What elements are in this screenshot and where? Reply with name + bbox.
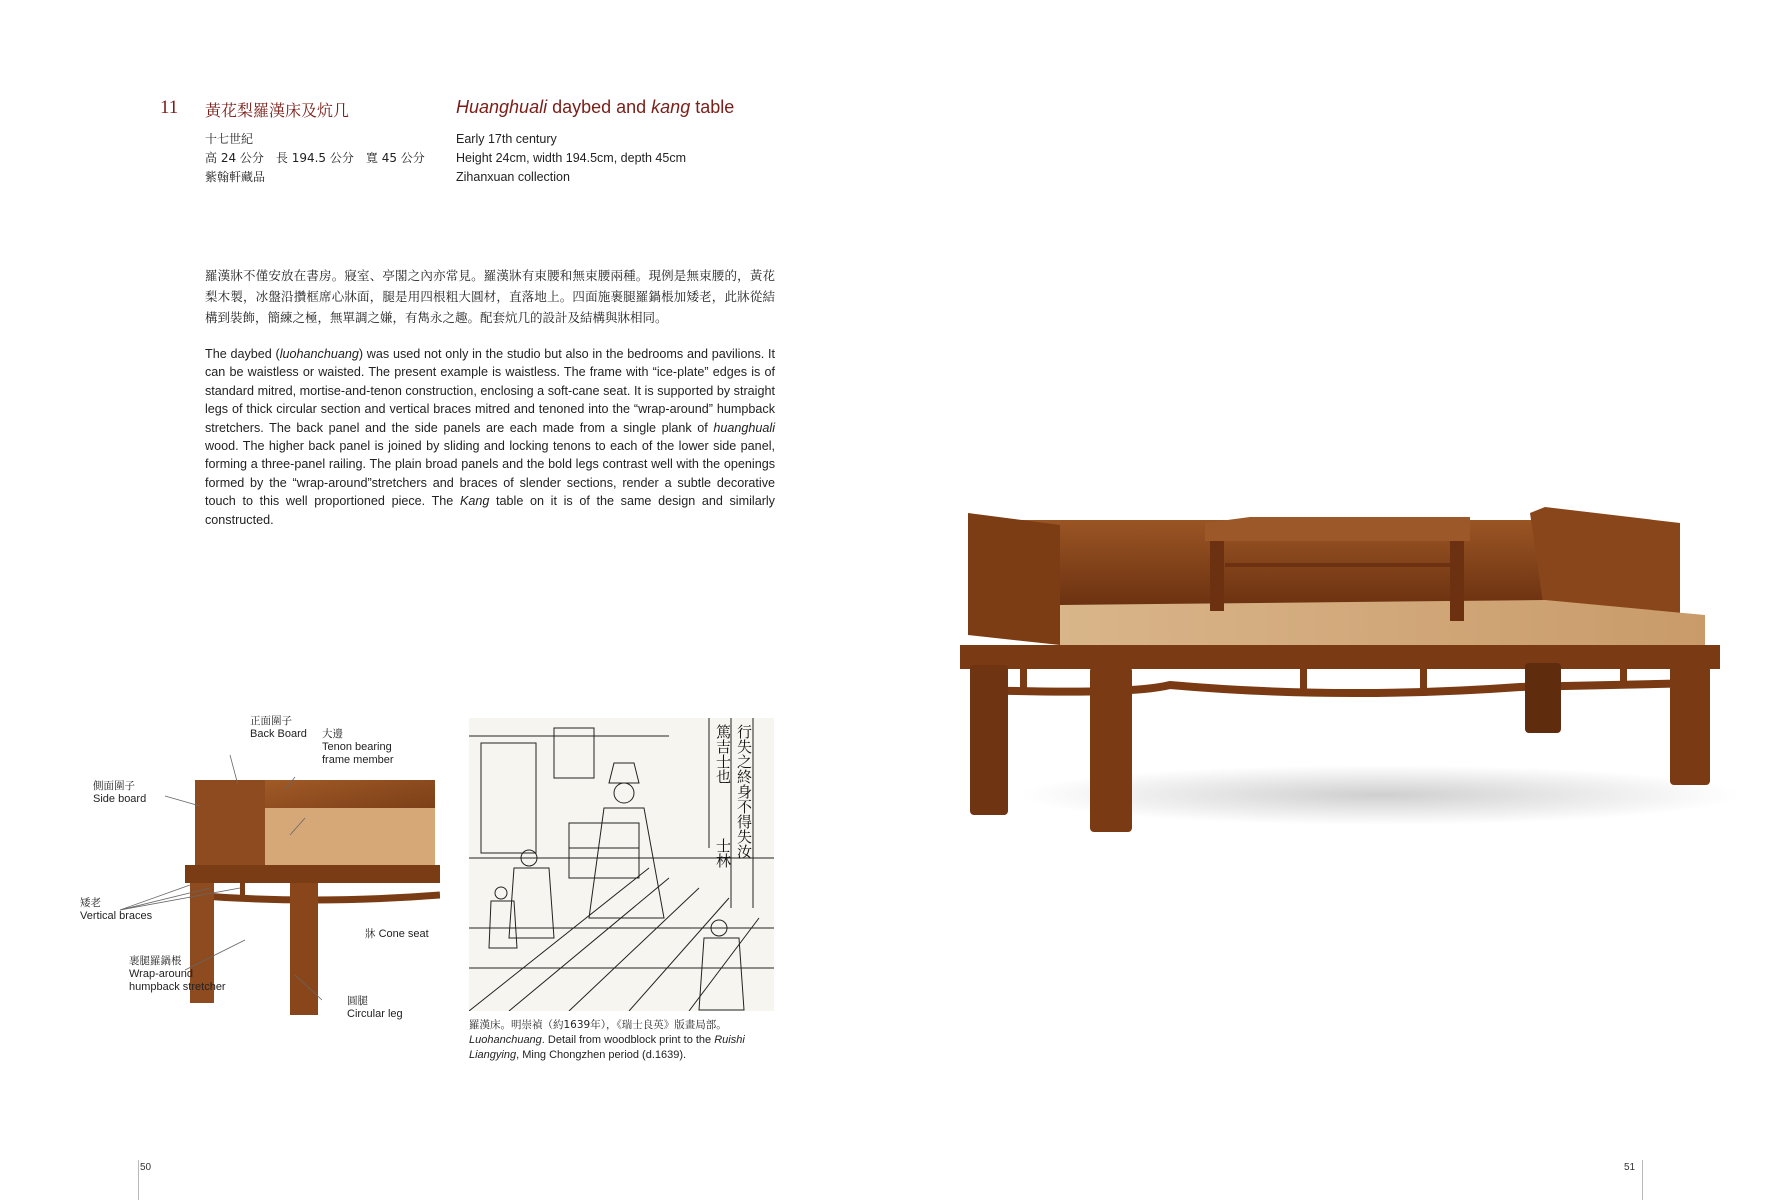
text-run: wood. The higher back panel is joined by sliding and locking tenons to each of the lower side panel, forming a three-panel railing. The plain broad panels and the bold legs contrast well with the openings formed by the “wrap-around”stretchers and braces of slender sections, render a subtle decorative touch to this well proportioned piece. The bbox=[205, 439, 775, 509]
label-cone-seat bbox=[365, 928, 429, 941]
title-mid: daybed and bbox=[547, 97, 652, 117]
metadata-chinese bbox=[205, 130, 425, 187]
meta-zh-dimensions: 高 24 公分 長 194.5 公分 寬 45 公分 bbox=[205, 151, 425, 165]
label-en: Side board bbox=[93, 793, 147, 805]
title-italic: Huanghuali bbox=[456, 97, 548, 117]
caption-run: . Detail from woodblock print to the bbox=[541, 1034, 715, 1046]
text-italic: luohanchuang bbox=[279, 347, 359, 361]
label-zh: 正面圍子 bbox=[250, 715, 292, 727]
text-italic: huanghuali bbox=[713, 420, 775, 435]
page-rule-left bbox=[138, 1160, 139, 1200]
label-en: Tenon bearing bbox=[322, 741, 392, 753]
title-english bbox=[456, 97, 734, 118]
daybed-image bbox=[960, 495, 1740, 840]
meta-zh-date: 十七世紀 bbox=[205, 132, 254, 146]
entry-number: 11 bbox=[160, 97, 179, 118]
label-side-board bbox=[93, 780, 146, 806]
caption-zh: 羅漢床。明崇禎（約1639年），《瑞士良英》版畫局部。 bbox=[469, 1019, 727, 1031]
woodblock-inscription-2: 篤吉士也 bbox=[714, 724, 732, 784]
label-en: Wrap-around bbox=[129, 968, 193, 980]
title-chinese: 黃花梨羅漢床及炕几 bbox=[205, 101, 350, 120]
annotated-daybed-diagram bbox=[60, 700, 440, 1040]
label-en: Cone seat bbox=[378, 928, 429, 940]
text-run: table on it is of the same design and similarly constructed. bbox=[205, 494, 775, 527]
description-english bbox=[205, 345, 775, 529]
caption-run: , Ming Chongzhen period (d.1639). bbox=[516, 1049, 687, 1061]
label-zh: 圓腿 bbox=[347, 995, 368, 1007]
title-end: table bbox=[690, 97, 735, 117]
label-en: humpback stretcher bbox=[129, 981, 226, 993]
meta-zh-collection: 紫翰軒藏品 bbox=[205, 170, 266, 184]
label-zh: 側面圍子 bbox=[93, 780, 135, 792]
page-number-right: 51 bbox=[1624, 1162, 1636, 1173]
page-number-left: 50 bbox=[140, 1162, 152, 1173]
description-chinese: 羅漢牀不僅安放在書房。寢室、亭閣之內亦常見。羅漢牀有束腰和無束腰兩種。現例是無束腰的，黃花梨木製，冰盤沿攢框席心牀面，腿是用四根粗大圓材，直落地上。四面施裹腿羅鍋棖加矮老，此牀從結構到裝飾，簡練之極，無單調之嫌，有雋永之趣。配套炕几的設計及結構與牀相同。 bbox=[205, 268, 775, 325]
label-circular-leg bbox=[347, 995, 403, 1021]
label-zh: 大邊 bbox=[322, 728, 343, 740]
daybed-photograph bbox=[960, 495, 1740, 840]
title-italic-2: kang bbox=[651, 97, 691, 117]
text-italic: Kang bbox=[459, 494, 490, 509]
page-rule-right bbox=[1642, 1160, 1643, 1200]
label-en: Back Board bbox=[250, 728, 307, 740]
caption-italic: Ruishi Liangying bbox=[469, 1034, 745, 1061]
label-zh: 牀 bbox=[365, 928, 376, 940]
label-stretcher bbox=[129, 955, 226, 994]
label-en: Circular leg bbox=[347, 1008, 403, 1020]
label-tenon-frame bbox=[322, 728, 394, 767]
caption-italic: Luohanchuang bbox=[469, 1034, 542, 1046]
meta-en-date: Early 17th century bbox=[456, 132, 557, 146]
meta-en-dimensions: Height 24cm, width 194.5cm, depth 45cm bbox=[456, 151, 686, 165]
label-zh: 裹腿羅鍋棖 bbox=[129, 955, 182, 967]
label-back-board bbox=[250, 715, 307, 741]
label-en: frame member bbox=[322, 754, 394, 766]
text-run: ) was used not only in the studio but also in the bedrooms and pavilions. It can be waistless or waisted. The present example is waistless. The frame with “ice-plate” edges is of standard mitred, mortise-and-tenon construction, enclosing a soft-cane seat. It is supported by straight legs of thick circular section and vertical braces mitred and tenoned into the “wrap-around” humpback stretchers. The back panel and the side panels are each made from a single plank of bbox=[205, 347, 775, 435]
meta-en-collection: Zihanxuan collection bbox=[456, 170, 570, 184]
label-en: Vertical braces bbox=[80, 910, 153, 922]
woodblock-print bbox=[469, 718, 774, 1011]
woodblock-inscription-1: 行失之終身不得失汝 bbox=[735, 724, 753, 859]
label-zh: 矮老 bbox=[80, 897, 101, 909]
metadata-english bbox=[456, 130, 686, 187]
label-vertical-braces bbox=[80, 897, 152, 923]
woodblock-inscription-3: 士林 bbox=[714, 838, 732, 868]
text-run: The daybed ( bbox=[205, 347, 280, 361]
woodblock-caption bbox=[469, 1018, 789, 1063]
